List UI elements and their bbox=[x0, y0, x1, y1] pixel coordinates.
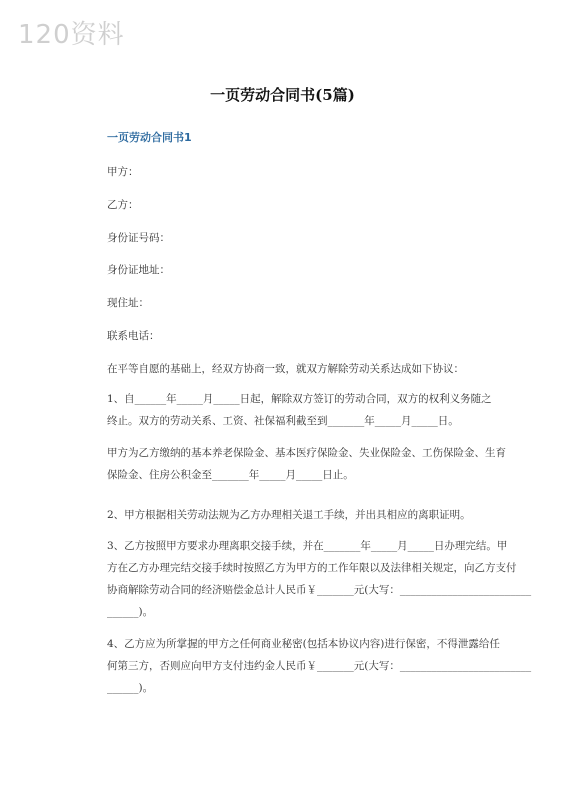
field-party-b: 乙方： bbox=[107, 199, 139, 211]
clause-1-line-2: 终止。双方的劳动关系、工资、社保福利截至到_______年_____月_____日。 bbox=[107, 415, 459, 427]
document-title: 一页劳动合同书(5篇) bbox=[210, 86, 355, 104]
watermark-logo: 120资料 bbox=[18, 20, 125, 50]
intro-paragraph: 在平等自愿的基础上，经双方协商一致，就双方解除劳动关系达成如下协议： bbox=[107, 363, 464, 375]
field-id-number: 身份证号码： bbox=[107, 232, 170, 244]
clause-2: 2、甲方根据相关劳动法规为乙方办理相关退工手续，并出具相应的离职证明。 bbox=[107, 509, 471, 521]
clause-4-line-1: 4、乙方应为所掌握的甲方之任何商业秘密(包括本协议内容)进行保密，不得泄露给任 bbox=[107, 638, 500, 650]
clause-3 bbox=[107, 535, 532, 623]
clause-4 bbox=[107, 633, 532, 699]
section-heading: 一页劳动合同书1 bbox=[107, 131, 192, 144]
clause-1 bbox=[107, 388, 492, 432]
field-current-address: 现住址： bbox=[107, 297, 149, 309]
clause-3-line-3: 协商解除劳动合同的经济赔偿金总计人民币￥_______元(大写：_________________________ bbox=[107, 584, 532, 596]
clause-3-line-1: 3、乙方按照甲方要求办理离职交接手续，并在_______年_____月_____日办理完结。甲 bbox=[107, 540, 508, 552]
field-phone: 联系电话： bbox=[107, 330, 160, 342]
clause-1b-line-2: 保险金、住房公积金至_______年_____月_____日止。 bbox=[107, 469, 354, 481]
clause-3-line-2: 方在乙方办理完结交接手续时按照乙方为甲方的工作年限以及法律相关规定，向乙方支付 bbox=[107, 562, 517, 574]
clause-4-line-3: ______)。 bbox=[107, 682, 154, 694]
field-id-address: 身份证地址： bbox=[107, 264, 170, 276]
clause-3-line-4: ______)。 bbox=[107, 606, 154, 618]
clause-1b-line-1: 甲方为乙方缴纳的基本养老保险金、基本医疗保险金、失业保险金、工伤保险金、生育 bbox=[107, 447, 506, 459]
clause-1-line-1: 1、自______年_____月_____日起，解除双方签订的劳动合同，双方的权利义务随之 bbox=[107, 393, 492, 405]
clause-4-line-2: 何第三方，否则应向甲方支付违约金人民币￥_______元(大写：_________________________ bbox=[107, 660, 532, 672]
field-party-a: 甲方： bbox=[107, 166, 139, 178]
clause-1b bbox=[107, 442, 506, 486]
